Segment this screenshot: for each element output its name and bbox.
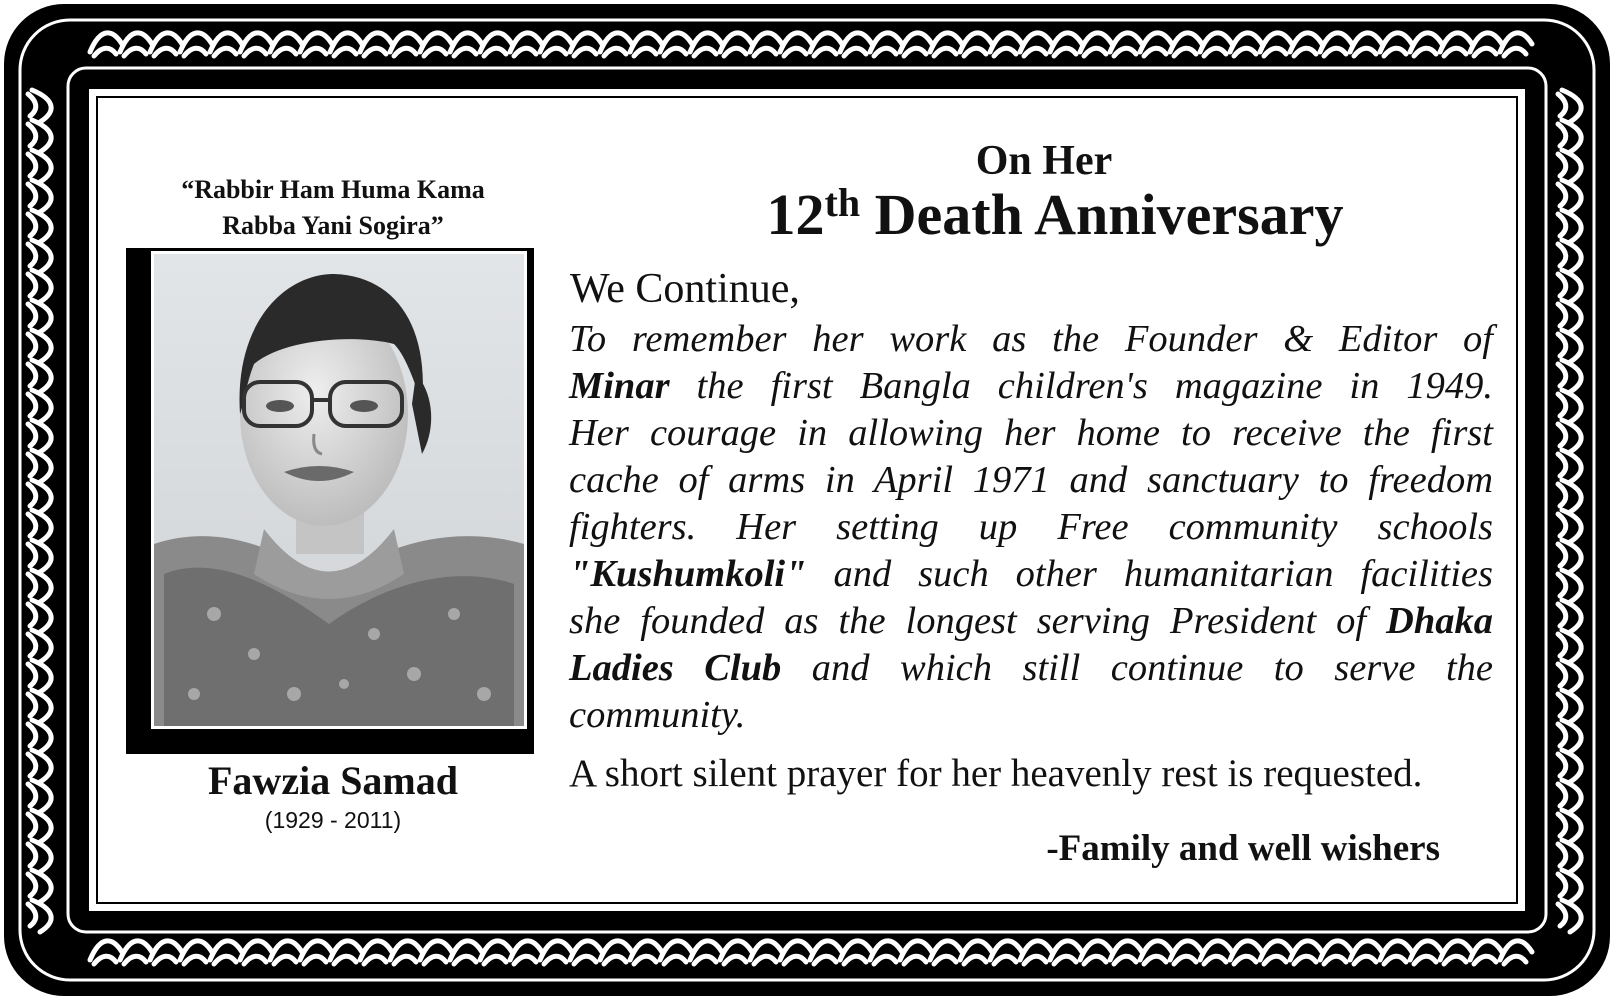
tribute-line-2-text: the first Bangla children's magazine in 1949. <box>669 365 1493 407</box>
life-years: (1929 - 2011) <box>264 807 402 833</box>
tribute-line-4: cache of arms in April 1971 and sanctuary to freedom <box>569 459 1493 501</box>
magazine-name: Minar <box>569 365 670 407</box>
signature: -Family and well wishers <box>1046 828 1440 869</box>
school-name: "Kushumkoli" <box>569 553 807 595</box>
tribute-line-3: Her courage in allowing her home to receive the first <box>569 412 1493 454</box>
anniversary-text: Death Anniversary <box>860 182 1344 247</box>
portrait-photo <box>148 248 530 732</box>
tribute-line-8 <box>569 645 1493 692</box>
prayer-quote <box>140 172 526 244</box>
portrait-illustration <box>154 254 524 726</box>
tribute-line-7 <box>569 598 1493 645</box>
tribute-line-6 <box>569 551 1493 598</box>
tribute-line-2 <box>569 363 1493 410</box>
tribute-line-6-text: and such other humanitarian facilities <box>806 553 1493 595</box>
quote-line-1: “Rabbir Ham Huma Kama <box>181 175 485 204</box>
heading-anniversary <box>680 182 1430 248</box>
tribute-line-7-text: she founded as the longest serving President of <box>569 600 1387 642</box>
person-name: Fawzia Samad <box>208 758 458 803</box>
prayer-request: A short silent prayer for her heavenly rest is requested. <box>569 752 1423 795</box>
ordinal-suffix: th <box>824 180 861 225</box>
tribute-line-5: fighters. Her setting up Free community schools <box>569 506 1493 548</box>
tribute-paragraph <box>569 316 1493 739</box>
anniversary-number: 12 <box>766 182 825 247</box>
heading-on-her: On Her <box>975 138 1113 184</box>
club-name-part-2: Ladies Club <box>569 647 782 689</box>
quote-line-2: Rabba Yani Sogira” <box>222 211 444 240</box>
body-intro: We Continue, <box>570 266 800 312</box>
tribute-line-1: To remember her work as the Founder & Editor of <box>569 318 1493 360</box>
club-name-part-1: Dhaka <box>1386 600 1493 642</box>
tribute-line-8-text: and which still continue to serve the <box>781 647 1493 689</box>
tribute-line-9: community. <box>569 694 746 736</box>
